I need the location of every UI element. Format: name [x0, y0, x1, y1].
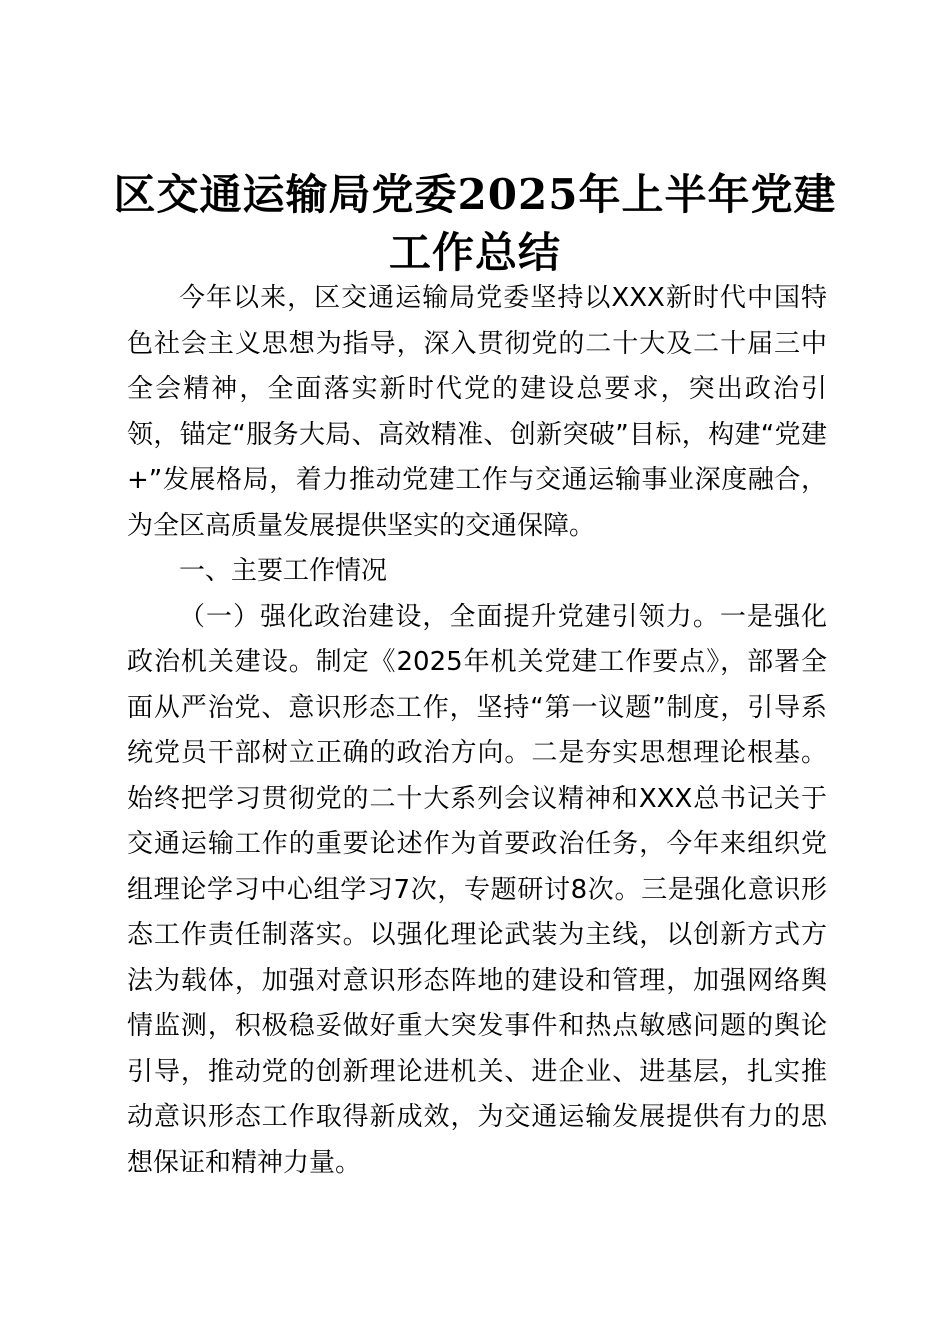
subsection-paragraph: （一）强化政治建设，全面提升党建引领力。一是强化政治机关建设。制定《2025年机关党建工作要点》，部署全面从严治党、意识形态工作，坚持“第一议题”制度，引导系统党员干部树立正确的政治方向。二是夯实思想理论根基。始终把学习贯彻党的二十大系列会议精神和XXX总书记关于交通运输工作的重要论述作为首要政治任务，今年来组织党组理论学习中心组学习7次，专题研讨8次。三是强化意识形态工作责任制落实。以强化理论武装为主线，以创新方式方法为载体，加强对意识形态阵地的建设和管理，加强网络舆情监测，积极稳妥做好重大突发事件和热点敏感问题的舆论引导，推动党的创新理论进机关、进企业、进基层，扎实推动意识形态工作取得新成效，为交通运输发展提供有力的思想保证和精神力量。 [127, 601, 827, 1178]
document-body [127, 276, 827, 1186]
intro-paragraph: 今年以来，区交通运输局党委坚持以XXX新时代中国特色社会主义思想为指导，深入贯彻党的二十大及二十届三中全会精神，全面落实新时代党的建设总要求，突出政治引领，锚定“服务大局、高效精准、创新突破”目标，构建“党建+”发展格局，着力推动党建工作与交通运输事业深度融合，为全区高质量发展提供坚实的交通保障。 [127, 283, 827, 541]
section-heading: 一、主要工作情况 [179, 556, 388, 586]
document-title: 区交通运输局党委2025年上半年党建工作总结 [113, 170, 837, 277]
